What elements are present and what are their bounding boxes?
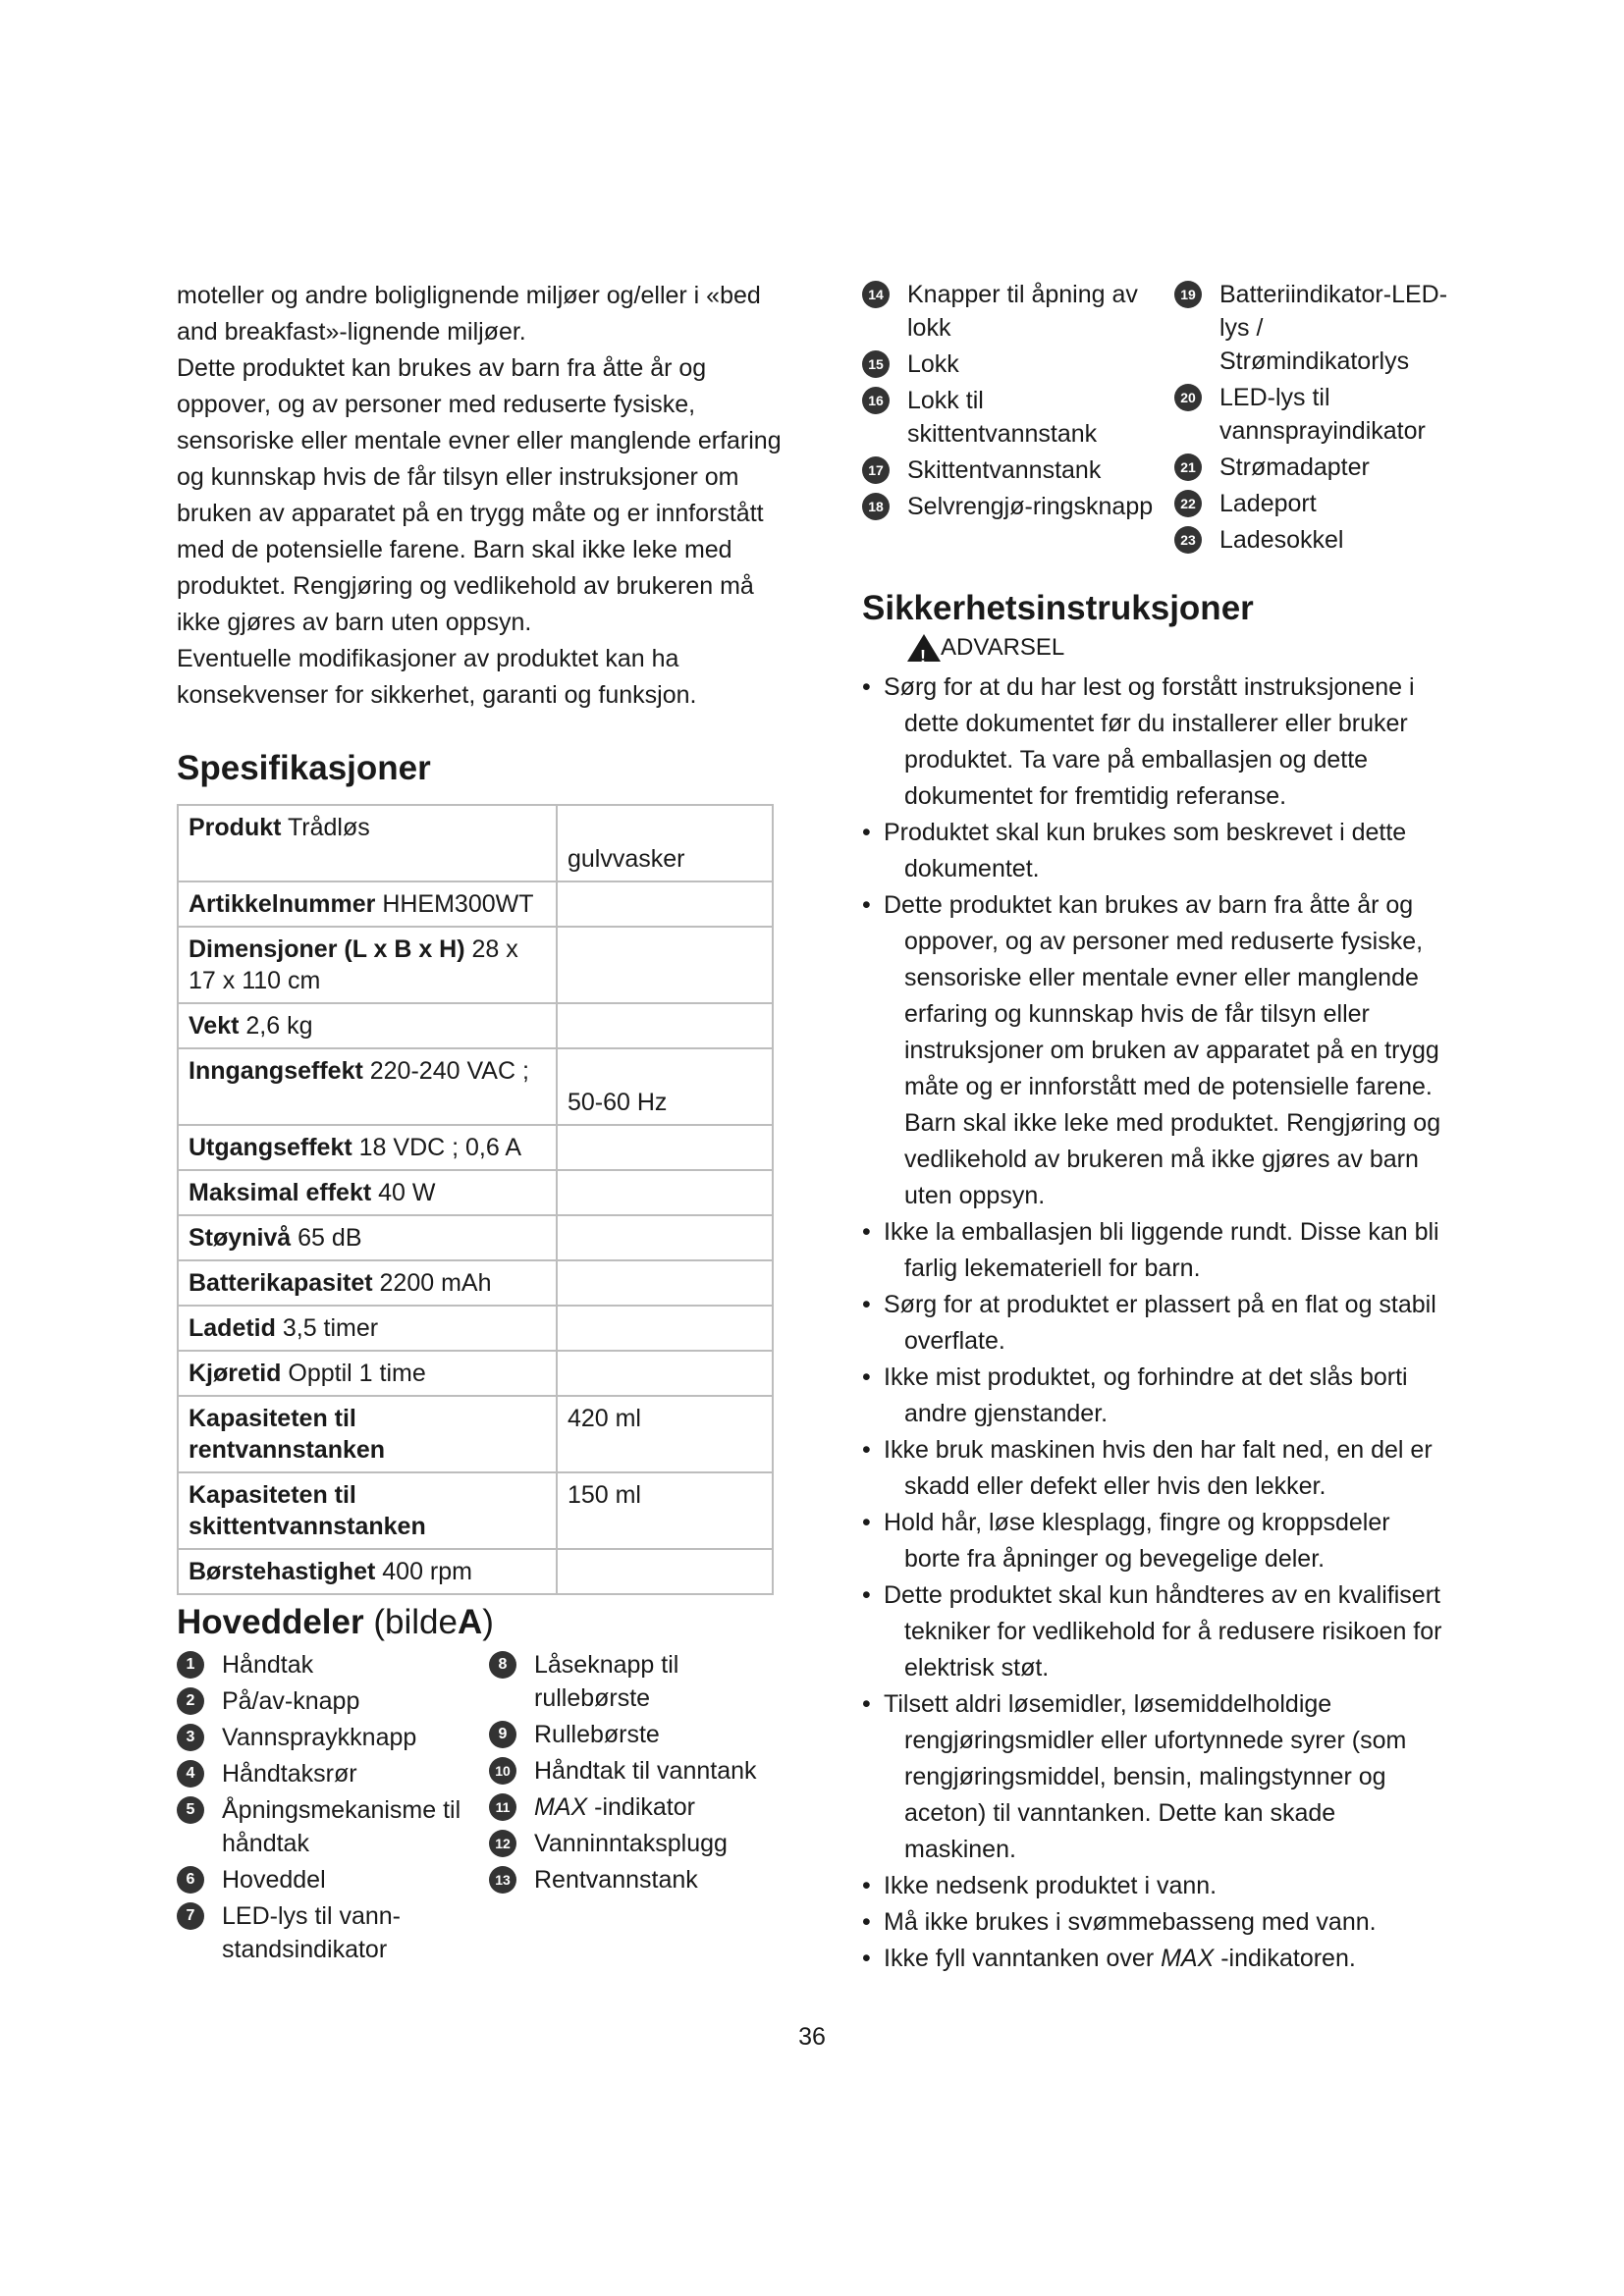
spec-label: Støynivå [189, 1224, 292, 1252]
spec-cell-label [178, 1215, 557, 1260]
safety-bullet: • Sørg for at produktet er plassert på en flat og stabil overflate. [862, 1287, 1451, 1360]
spec-label: Batterikapasitet [189, 1269, 373, 1297]
spec-row [178, 927, 773, 1003]
parts-title-normal: (bilde [373, 1603, 458, 1641]
safety-title: Sikkerhetsinstruksjoner [862, 589, 1254, 627]
part-text: På/av-knapp [222, 1687, 360, 1715]
part-item [489, 1754, 784, 1788]
spec-label: Dimensjoner (L x B x H) [189, 935, 465, 963]
spec-value: Opptil 1 time [288, 1360, 426, 1387]
part-label [222, 1648, 313, 1682]
spec-row [178, 1306, 773, 1351]
part-item [1174, 487, 1449, 520]
part-label [222, 1721, 416, 1754]
spec-label: Artikkelnummer [189, 890, 376, 918]
spec-label: Kapasiteten til skittentvannstanken [189, 1481, 426, 1540]
safety-bullet: • Dette produktet skal kun håndteres av en kvalifisert tekniker for vedlikehold for å redusere risikoen for elektrisk støt. [862, 1577, 1451, 1686]
part-text: Håndtak [222, 1651, 314, 1679]
safety-bullet: • Sørg for at du har lest og forstått instruksjonene i dette dokumentet før du installerer eller bruker produktet. Ta vare på emballasjen og dette dokumentet for fremtidig referanse. [862, 669, 1451, 815]
safety-bullet: • Ikke bruk maskinen hvis den har falt ned, en del er skadd eller defekt eller hvis den lekker. [862, 1432, 1451, 1505]
spec-value: Trådløs [287, 814, 370, 841]
spec-row [178, 1351, 773, 1396]
part-text: Lokk til skittentvannstank [907, 387, 1098, 448]
spec-cell-value [557, 1549, 773, 1594]
spec-cell-label [178, 1396, 557, 1472]
part-text: LED-lys til vann-standsindikator [222, 1902, 401, 1963]
safety-bullet-list [862, 669, 1451, 1977]
part-text: Håndtak til vanntank [534, 1757, 757, 1785]
part-text: Rentvannstank [534, 1866, 698, 1894]
spec-row [178, 805, 773, 881]
part-item [489, 1790, 784, 1824]
part-text: LED-lys til vannsprayindikator [1219, 384, 1426, 445]
part-label [1219, 487, 1317, 520]
spec-cell-value [557, 1260, 773, 1306]
spec-value-secondary: 150 ml [567, 1481, 641, 1509]
part-label [1219, 381, 1449, 448]
spec-label: Maksimal effekt [189, 1179, 372, 1206]
part-label [534, 1827, 728, 1860]
part-number-badge: 16 [862, 387, 890, 414]
spec-value: 400 rpm [382, 1558, 472, 1585]
part-text: Knapper til åpning av lokk [907, 281, 1138, 342]
spec-value: 65 dB [298, 1224, 362, 1252]
part-label [907, 384, 1174, 451]
part-number-badge: 22 [1174, 490, 1202, 517]
part-number-badge: 3 [177, 1724, 204, 1751]
part-label [907, 490, 1153, 523]
spec-label: Kapasiteten til rentvannstanken [189, 1405, 386, 1464]
parts-title-close: ) [482, 1603, 494, 1641]
spec-label: Inngangseffekt [189, 1057, 363, 1085]
part-number-badge: 8 [489, 1651, 516, 1679]
part-text: Vannspraykknapp [222, 1724, 417, 1751]
spec-cell-label [178, 1351, 557, 1396]
spec-cell-value [557, 881, 773, 927]
warning-text: ADVARSEL [941, 634, 1065, 661]
parts-list-continued [862, 278, 1451, 560]
spec-value: 2,6 kg [245, 1012, 313, 1040]
part-label [1219, 451, 1370, 484]
part-item [862, 278, 1174, 345]
spec-cell-value [557, 1396, 773, 1472]
part-item [177, 1863, 489, 1896]
part-number-badge: 11 [489, 1793, 516, 1821]
part-number-badge: 19 [1174, 281, 1202, 308]
part-text: MAX [534, 1793, 588, 1821]
page-number: 36 [798, 2023, 826, 2051]
part-label [907, 278, 1174, 345]
part-number-badge: 4 [177, 1760, 204, 1788]
part-item [862, 454, 1174, 487]
part-item [489, 1863, 784, 1896]
spec-row [178, 1003, 773, 1048]
part-text: Låseknapp til rullebørste [534, 1651, 679, 1712]
part-label [534, 1863, 698, 1896]
safety-bullet: • Må ikke brukes i svømmebasseng med vann. [862, 1904, 1451, 1941]
spec-value: 2200 mAh [379, 1269, 492, 1297]
spec-label: Ladetid [189, 1314, 276, 1342]
spec-label: Børstehastighet [189, 1558, 376, 1585]
part-number-badge: 12 [489, 1830, 516, 1857]
spec-cell-label [178, 1170, 557, 1215]
parts-column-4 [1174, 278, 1449, 560]
spec-table [177, 804, 774, 1595]
part-item [177, 1684, 489, 1718]
spec-cell-value [557, 1472, 773, 1549]
part-number-badge: 14 [862, 281, 890, 308]
part-label [222, 1757, 357, 1790]
part-text: Håndtaksrør [222, 1760, 357, 1788]
part-item [1174, 523, 1449, 557]
spec-row [178, 1125, 773, 1170]
safety-bullet-last-prefix: Ikke fyll vanntanken over [884, 1945, 1162, 1972]
part-label [534, 1718, 660, 1751]
spec-label: Kjøretid [189, 1360, 282, 1387]
part-text: Åpningsmekanisme til håndtak [222, 1796, 461, 1857]
parts-column-3 [862, 278, 1174, 560]
spec-cell-value [557, 1215, 773, 1260]
spec-cell-label [178, 1003, 557, 1048]
part-label [222, 1863, 326, 1896]
part-label [534, 1790, 695, 1824]
part-label [222, 1684, 359, 1718]
part-label [907, 347, 959, 381]
part-number-badge: 5 [177, 1796, 204, 1824]
part-text: Lokk [907, 350, 959, 378]
intro-paragraph-3: Eventuelle modifikasjoner av produktet kan ha konsekvenser for sikkerhet, garanti og funksjon. [177, 645, 697, 709]
part-number-badge: 6 [177, 1866, 204, 1894]
part-item [177, 1793, 489, 1860]
spec-cell-value [557, 1351, 773, 1396]
safety-bullet: • Hold hår, løse klesplagg, fingre og kroppsdeler borte fra åpninger og bevegelige deler. [862, 1505, 1451, 1577]
part-number-badge: 9 [489, 1721, 516, 1748]
part-item [862, 347, 1174, 381]
part-number-badge: 2 [177, 1687, 204, 1715]
spec-label: Vekt [189, 1012, 240, 1040]
spec-title: Spesifikasjoner [177, 749, 431, 787]
spec-row [178, 1396, 773, 1472]
spec-row [178, 1170, 773, 1215]
spec-value-secondary: 50-60 Hz [567, 1089, 668, 1116]
spec-value: HHEM300WT [382, 890, 534, 918]
part-item [177, 1721, 489, 1754]
safety-bullet: • Ikke la emballasjen bli liggende rundt. Disse kan bli farlig lekemateriell for barn. [862, 1214, 1451, 1287]
part-text: Strømadapter [1219, 454, 1370, 481]
spec-cell-label [178, 1125, 557, 1170]
part-number-badge: 10 [489, 1757, 516, 1785]
spec-cell-value [557, 1170, 773, 1215]
spec-value: 40 W [378, 1179, 436, 1206]
spec-row [178, 1260, 773, 1306]
part-item [862, 490, 1174, 523]
spec-cell-label [178, 1549, 557, 1594]
spec-row [178, 881, 773, 927]
safety-bullet-last-italic: MAX [1161, 1945, 1215, 1972]
warning-triangle-icon: ! [907, 634, 941, 662]
spec-cell-label [178, 1260, 557, 1306]
part-text: Hoveddel [222, 1866, 326, 1894]
spec-label: Utgangseffekt [189, 1134, 352, 1161]
parts-column-1 [177, 1648, 489, 1969]
parts-list-main [177, 1648, 785, 1969]
part-number-badge: 15 [862, 350, 890, 378]
spec-cell-label [178, 1048, 557, 1125]
spec-value: 18 VDC ; 0,6 A [358, 1134, 522, 1161]
part-label [534, 1648, 784, 1715]
part-item [1174, 278, 1449, 378]
parts-title-letter: A [457, 1603, 483, 1641]
part-number-badge: 7 [177, 1902, 204, 1930]
safety-bullet: • Ikke nedsenk produktet i vann. [862, 1868, 1451, 1904]
part-number-badge: 21 [1174, 454, 1202, 481]
part-item [489, 1648, 784, 1715]
safety-bullet: • Produktet skal kun brukes som beskrevet i dette dokumentet. [862, 815, 1451, 887]
part-text: Ladeport [1219, 490, 1317, 517]
left-column [177, 278, 785, 1969]
part-item [489, 1827, 784, 1860]
spec-value: 28 x 17 x 110 cm [189, 935, 518, 994]
part-item [1174, 451, 1449, 484]
part-label [907, 454, 1101, 487]
spec-row [178, 1048, 773, 1125]
part-text: Vanninntaksplugg [534, 1830, 728, 1857]
spec-row [178, 1215, 773, 1260]
safety-bullet: • Dette produktet kan brukes av barn fra åtte år og oppover, og av personer med reduserte fysiske, sensoriske eller mentale evner eller manglende erfaring og kunnskap hvis de får tilsyn eller instruksjoner om bruken av apparatet på en trygg måte og er innforstått med de potensielle farene. Barn skal ikke leke med produktet. Rengjøring og vedlikehold av brukeren må ikke gjøres av barn uten oppsyn. [862, 887, 1451, 1214]
spec-value: 220-240 VAC ; [369, 1057, 529, 1085]
spec-cell-value [557, 1125, 773, 1170]
part-item [1174, 381, 1449, 448]
part-label [534, 1754, 757, 1788]
part-item [862, 384, 1174, 451]
spec-cell-value [557, 1003, 773, 1048]
part-number-badge: 17 [862, 456, 890, 484]
spec-cell-value [557, 1306, 773, 1351]
spec-cell-label [178, 805, 557, 881]
part-label [222, 1899, 489, 1966]
part-text: Skittentvannstank [907, 456, 1102, 484]
part-label [1219, 278, 1449, 378]
spec-value-secondary: gulvvasker [567, 845, 685, 873]
spec-cell-label [178, 1472, 557, 1549]
part-number-badge: 18 [862, 493, 890, 520]
part-item [177, 1648, 489, 1682]
spec-cell-value [557, 805, 773, 881]
safety-bullet: • Tilsett aldri løsemidler, løsemiddelholdige rengjøringsmidler eller ufortynnede syrer (som rengjøringsmiddel, bensin, malingstynner og aceton) til vanntanken. Dette kan skade maskinen. [862, 1686, 1451, 1868]
intro-paragraph-2: Dette produktet kan brukes av barn fra åtte år og oppover, og av personer med reduserte fysiske, sensoriske eller mentale evner eller manglende erfaring og kunnskap hvis de får tilsyn eller instruksjoner om bruken av apparatet på en trygg måte og er innforstått med de potensielle farene. Barn skal ikke leke med produktet. Rengjøring og vedlikehold av brukeren må ikke gjøres av barn uten oppsyn. [177, 354, 782, 636]
part-text: Rullebørste [534, 1721, 660, 1748]
spec-value: 3,5 timer [282, 1314, 379, 1342]
right-column [862, 278, 1451, 1977]
spec-cell-label [178, 1306, 557, 1351]
part-text-suffix: -indikator [587, 1793, 695, 1821]
warning-label [907, 632, 1451, 667]
part-label [222, 1793, 489, 1860]
safety-bullet-last-suffix: -indikatoren. [1214, 1945, 1356, 1972]
safety-bullet-last [862, 1941, 1451, 1977]
spec-label: Produkt [189, 814, 282, 841]
spec-value-secondary: 420 ml [567, 1405, 641, 1432]
intro-paragraph-1: moteller og andre boliglignende miljøer og/eller i «bed and breakfast»-lignende miljøer. [177, 282, 761, 346]
part-text: Batteriindikator-LED-lys / Strømindikatorlys [1219, 281, 1448, 375]
spec-row [178, 1549, 773, 1594]
spec-cell-value [557, 1048, 773, 1125]
part-number-badge: 20 [1174, 384, 1202, 411]
parts-title [177, 1601, 785, 1644]
safety-bullet: • Ikke mist produktet, og forhindre at det slås borti andre gjenstander. [862, 1360, 1451, 1432]
part-text: Ladesokkel [1219, 526, 1344, 554]
part-number-badge: 23 [1174, 526, 1202, 554]
part-label [1219, 523, 1343, 557]
spec-row [178, 1472, 773, 1549]
spec-cell-value [557, 927, 773, 1003]
parts-title-bold: Hoveddeler [177, 1603, 364, 1641]
part-item [489, 1718, 784, 1751]
part-item [177, 1757, 489, 1790]
part-item [177, 1899, 489, 1966]
parts-column-2 [489, 1648, 784, 1969]
part-number-badge: 1 [177, 1651, 204, 1679]
spec-cell-label [178, 881, 557, 927]
spec-cell-label [178, 927, 557, 1003]
part-text: Selvrengjø-ringsknapp [907, 493, 1154, 520]
part-number-badge: 13 [489, 1866, 516, 1894]
